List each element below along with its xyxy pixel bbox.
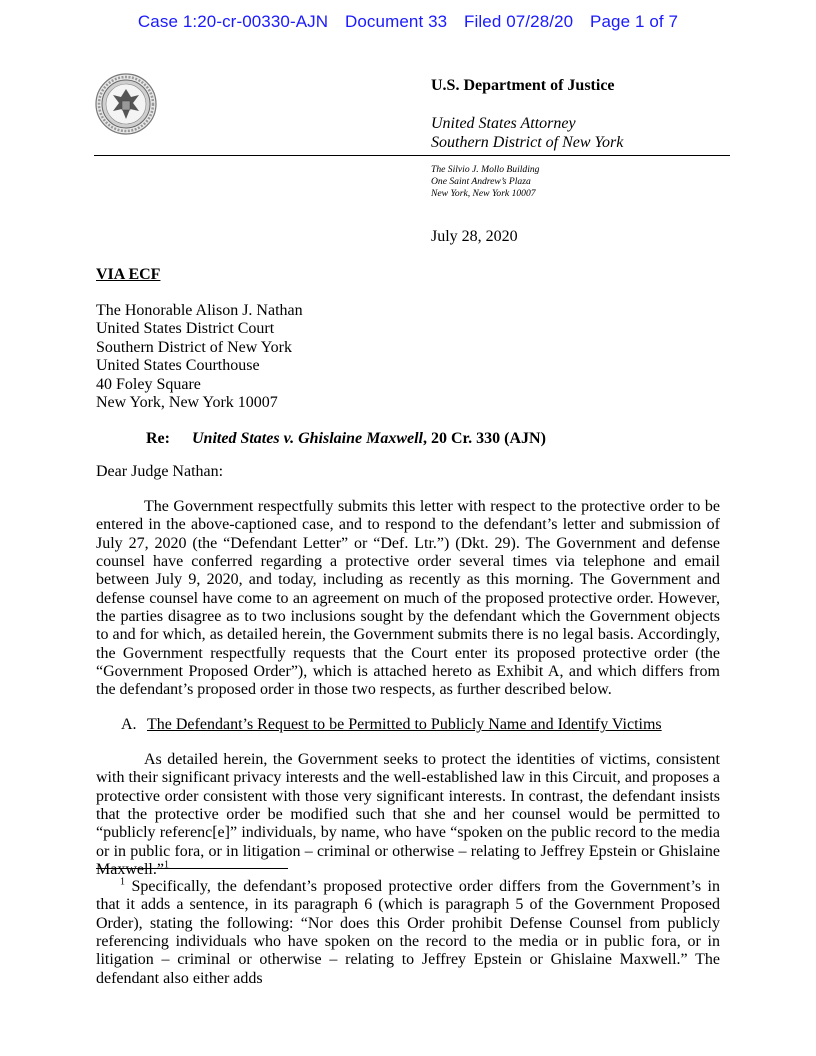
- office-line-1: United States Attorney: [431, 115, 576, 132]
- recipient-line-5: 40 Foley Square: [96, 375, 201, 393]
- letter-date: July 28, 2020: [431, 228, 518, 245]
- office-line-2: Southern District of New York: [431, 134, 624, 151]
- address-line-2: One Saint Andrew’s Plaza: [431, 176, 531, 187]
- page-number: Page 1 of 7: [590, 12, 679, 31]
- recipient-line-1: The Honorable Alison J. Nathan: [96, 302, 303, 319]
- footnote-1: [96, 878, 720, 988]
- recipient-line-6: New York, New York 10007: [96, 394, 278, 412]
- re-case-cite: , 20 Cr. 330 (AJN): [422, 430, 546, 447]
- re-label: Re:: [146, 430, 170, 447]
- agency-name: U.S. Department of Justice: [431, 77, 615, 94]
- re-case-name: United States v. Ghislaine Maxwell: [192, 430, 423, 447]
- case-number: Case 1:20-cr-00330-AJN: [137, 12, 329, 31]
- re-line: [146, 430, 546, 448]
- office-address: [431, 164, 539, 200]
- address-line-1: The Silvio J. Mollo Building: [431, 164, 540, 175]
- section-letter: A.: [121, 716, 137, 733]
- letterhead-rule: [94, 155, 730, 156]
- section-title: The Defendant’s Request to be Permitted to Publicly Name and Identify Victims: [147, 716, 662, 733]
- document-number: Document 33: [344, 12, 448, 31]
- doj-seal-icon: [95, 73, 157, 135]
- body-paragraph-2: [96, 751, 720, 879]
- recipient-line-2: United States District Court: [96, 320, 275, 338]
- recipient-line-3: Southern District of New York: [96, 338, 292, 356]
- body-paragraph-1: The Government respectfully submits this letter with respect to the protective order to be entered in the above-captioned case, and to respond to the defendant’s letter and submission of July 27, 2020 (the “Defendant Letter” or “Def. Ltr.”) (Dkt. 29). The Government and defense counsel have conferred regarding a protective order several times via telephone and email between July 9, 2020, and today, including as recently as this morning. The Government and defense counsel have come to an agreement on much of the proposed protective order. However, the parties disagree as to two inclusions sought by the defendant which the Government objects to and for which, as detailed herein, the Government submits there is no legal basis. Accordingly, the Government respectfully requests that the Court enter its proposed protective order (the “Government Proposed Order”), which is attached hereto as Exhibit A, and which differs from the defendant’s proposed order in those two respects, as further described below.: [96, 498, 720, 699]
- filed-date: Filed 07/28/20: [464, 12, 574, 31]
- footnote-separator: [96, 868, 288, 869]
- footnote-number: 1: [120, 876, 125, 888]
- recipient-line-4: United States Courthouse: [96, 357, 260, 375]
- case-header: [0, 12, 816, 32]
- salutation: Dear Judge Nathan:: [96, 463, 224, 480]
- section-heading-a: [121, 716, 662, 734]
- paragraph-2-text: As detailed herein, the Government seeks to protect the identities of victims, consistent with their significant privacy interests and the well-established law in this Circuit, and proposes a protective order consistent with those very significant interests. In contrast, the defendant insists that the protective order be modified such that she and her counsel would be permitted to “publicly referenc[e]” individuals, by name, who have “spoken on the public record to the media or in public fora, or in litigation – criminal or otherwise – relating to Jeffrey Epstein or Ghislaine Maxwell.”: [96, 751, 720, 879]
- delivery-method: VIA ECF: [96, 266, 161, 283]
- office-name: [431, 114, 623, 152]
- recipient-block: [96, 302, 303, 412]
- address-line-3: New York, New York 10007: [431, 188, 536, 199]
- footnote-reference[interactable]: 1: [163, 859, 169, 871]
- footnote-text: Specifically, the defendant’s proposed protective order differs from the Government’s in that it adds a sentence, in its paragraph 6 (which is paragraph 5 of the Government Proposed Order), stating the following: “Nor does this Order prohibit Defense Counsel from publicly referencing individuals who have spoken on the record to the media or in public fora, or in litigation – criminal or otherwise – relating to Jeffrey Epstein or Ghislaine Maxwell.” The defendant also either adds: [96, 878, 721, 987]
